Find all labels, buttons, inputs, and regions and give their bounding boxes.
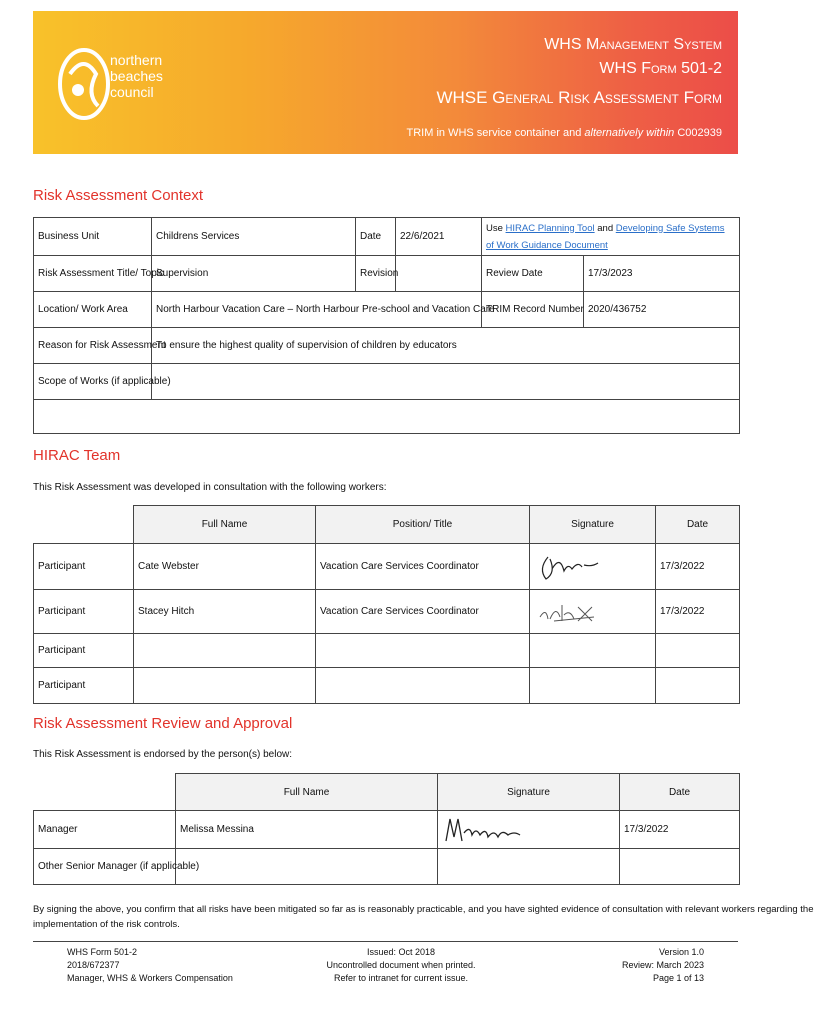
trim-label: TRIM Record Number [482,292,584,328]
review-col-date: Date [620,774,740,811]
hirac-col-date: Date [656,506,740,544]
hirac-col-position: Position/ Title [316,506,530,544]
business-unit-value[interactable]: Childrens Services [152,218,356,256]
participant-signature[interactable] [530,590,656,634]
approver-role: Manager [34,811,176,849]
form-number: WHS Form 501-2 [599,60,722,77]
hirac-guidance: Use HIRAC Planning Tool and Developing Safe Systems of Work Guidance Document [482,218,740,256]
approver-date[interactable]: 17/3/2022 [620,811,740,849]
table-row [34,634,740,668]
review-intro: This Risk Assessment is endorsed by the person(s) below: [33,749,292,760]
table-row [34,590,740,634]
participant-signature[interactable] [530,668,656,704]
revision-value[interactable] [396,256,482,292]
participant-role: Participant [34,634,134,668]
participant-name[interactable] [134,634,316,668]
signature-cate-webster [534,549,604,585]
participant-name[interactable]: Stacey Hitch [134,590,316,634]
system-title: WHS Management System [544,36,722,53]
page-footer [33,941,738,983]
hirac-heading: HIRAC Team [33,447,121,464]
approver-signature[interactable] [438,811,620,849]
approver-name[interactable] [176,849,438,885]
participant-role: Participant [34,668,134,704]
participant-position[interactable] [316,634,530,668]
footer-center: Issued: Oct 2018 Uncontrolled document when printed. Refer to intranet for current issue. [326,947,476,983]
business-unit-label: Business Unit [34,218,152,256]
safe-systems-link[interactable]: Developing Safe Systems of Work Guidance Document [486,222,725,251]
table-row [34,849,740,885]
trim-value[interactable]: 2020/436752 [584,292,740,328]
participant-signature[interactable] [530,544,656,590]
hirac-col-signature: Signature [530,506,656,544]
hirac-table [33,505,740,704]
approver-name[interactable]: Melissa Messina [176,811,438,849]
participant-position[interactable] [316,668,530,704]
participant-name[interactable]: Cate Webster [134,544,316,590]
hirac-corner [34,506,134,544]
review-date-value[interactable]: 17/3/2023 [584,256,740,292]
review-col-name: Full Name [176,774,438,811]
hirac-col-name: Full Name [134,506,316,544]
participant-position[interactable]: Vacation Care Services Coordinator [316,590,530,634]
participant-date[interactable] [656,668,740,704]
reason-label: Reason for Risk Assessment [34,328,152,364]
title-value[interactable]: Supervision [152,256,356,292]
participant-date[interactable]: 17/3/2022 [656,590,740,634]
table-row [34,544,740,590]
participant-name[interactable] [134,668,316,704]
participant-date[interactable]: 17/3/2022 [656,544,740,590]
approver-date[interactable] [620,849,740,885]
footer-left: WHS Form 501-2 2018/672377 Manager, WHS & Workers Compensation [67,947,233,983]
approver-signature[interactable] [438,849,620,885]
review-date-label: Review Date [482,256,584,292]
scope-label: Scope of Works (if applicable) [34,364,152,400]
council-logo-icon [56,44,112,124]
review-table [33,773,740,885]
signing-statement: By signing the above, you confirm that all risks have been mitigated so far as is reasonably practicable, and you have sighted evidence of consultation with relevant workers regarding the implementation of the risk controls. [33,904,814,930]
scope-details[interactable] [34,400,740,434]
review-corner [34,774,176,811]
table-row [34,811,740,849]
footer-right: Version 1.0 Review: March 2023 Page 1 of 13 [621,947,704,983]
date-value[interactable]: 22/6/2021 [396,218,482,256]
title-label: Risk Assessment Title/ Topic [34,256,152,292]
scope-value[interactable] [152,364,740,400]
hirac-intro: This Risk Assessment was developed in consultation with the following workers: [33,482,387,493]
participant-signature[interactable] [530,634,656,668]
location-label: Location/ Work Area [34,292,152,328]
participant-role: Participant [34,544,134,590]
context-table [33,217,740,434]
participant-role: Participant [34,590,134,634]
signature-stacey-hitch [534,597,604,627]
review-heading: Risk Assessment Review and Approval [33,715,293,732]
review-col-signature: Signature [438,774,620,811]
location-value[interactable]: North Harbour Vacation Care – North Harbour Pre-school and Vacation Care [152,292,482,328]
reason-value[interactable]: To ensure the highest quality of supervision of children by educators [152,328,740,364]
context-heading: Risk Assessment Context [33,187,204,204]
participant-position[interactable]: Vacation Care Services Coordinator [316,544,530,590]
trim-note: TRIM in WHS service container and alternatively within C002939 [406,127,722,139]
signature-melissa-messina [442,815,542,845]
table-row [34,668,740,704]
approver-role: Other Senior Manager (if applicable) [34,849,176,885]
council-wordmark: northern beaches council [110,52,163,100]
participant-date[interactable] [656,634,740,668]
form-title: WHSE General Risk Assessment Form [436,88,722,107]
revision-label: Revision [356,256,396,292]
hirac-planning-tool-link[interactable]: HIRAC Planning Tool [505,222,595,234]
date-label: Date [356,218,396,256]
